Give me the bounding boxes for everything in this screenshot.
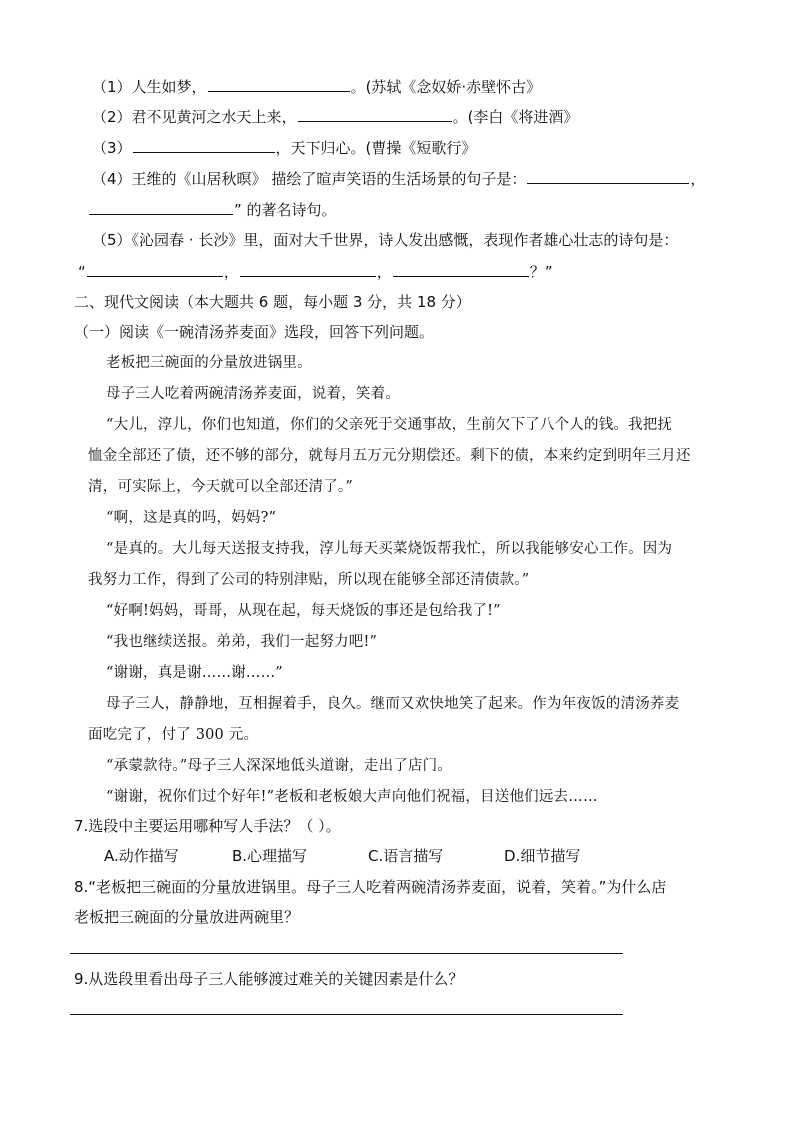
- question-1: [92, 76, 541, 97]
- section-2-heading: 二、现代文阅读（本大题共 6 题，每小题 3 分，共 18 分）: [74, 293, 471, 311]
- passage-paragraph: “谢谢，真是谢……谢……”: [106, 665, 283, 681]
- passage-paragraph: “谢谢，祝你们过个好年!”老板和老板娘大声向他们祝福，目送他们远去……: [106, 789, 598, 805]
- question-4-line1: [92, 168, 705, 189]
- q7-option-d[interactable]: D.细节描写: [504, 847, 581, 865]
- passage-paragraph: 母子三人，静静地，互相握着手，良久。继而又欢快地笑了起来。作为年夜饭的清汤荞麦: [106, 696, 680, 712]
- passage-paragraph: 面吃完了，付了 300 元。: [88, 727, 259, 743]
- q2-source: 。(李白《将进酒》: [452, 108, 579, 126]
- q5-comma-1: ，: [223, 263, 239, 281]
- q4-blank-2[interactable]: [89, 199, 233, 215]
- q7-option-c[interactable]: C.语言描写: [368, 847, 444, 865]
- q5-blank-1[interactable]: [87, 261, 223, 277]
- q3-number: （3）: [92, 139, 132, 157]
- q1-number: （1）: [92, 78, 132, 96]
- passage-paragraph: “我也继续送报。弟弟，我们一起努力吧!”: [106, 634, 378, 650]
- q2-prefix: 君不见黄河之水天上来，: [131, 108, 297, 126]
- q5-open-quote: “: [78, 263, 86, 281]
- passage-paragraph: “啊，这是真的吗，妈妈?”: [106, 510, 277, 526]
- q2-blank[interactable]: [298, 106, 452, 122]
- passage-paragraph: 我努力工作，得到了公司的特别津贴，所以现在能够全部还清债款。”: [88, 572, 530, 588]
- q7-option-b[interactable]: B.心理描写: [232, 847, 308, 865]
- q1-source: 。(苏轼《念奴娇·赤壁怀古》: [350, 78, 542, 96]
- question-3: [92, 137, 476, 158]
- question-7: 7.选段中主要运用哪种写人手法？（ ）。: [74, 817, 341, 835]
- passage-paragraph: “是真的。大儿每天送报支持我，淳儿每天买菜烧饭帮我忙，所以我能够安心工作。因为: [106, 541, 673, 557]
- q8-answer-line[interactable]: [70, 953, 623, 954]
- q3-blank[interactable]: [133, 137, 275, 153]
- q1-prefix: 人生如梦，: [131, 78, 207, 96]
- question-4-line2: [88, 199, 337, 220]
- q5-blank-3[interactable]: [393, 261, 529, 277]
- question-5-line2: [78, 261, 553, 282]
- q1-blank[interactable]: [208, 76, 350, 92]
- question-5-line1: [92, 230, 678, 250]
- passage-intro: （一）阅读《一碗清汤荞麦面》选段，回答下列问题。: [74, 323, 435, 341]
- q7-option-a[interactable]: A.动作描写: [104, 847, 179, 865]
- question-8-line1: 8.“老板把三碗面的分量放进锅里。母子三人吃着两碗清汤荞麦面，说着，笑着。”为什么店: [74, 878, 667, 896]
- q4-comma: ，: [690, 170, 706, 188]
- q4-blank-1[interactable]: [527, 168, 689, 184]
- q5-text: （5）《沁园春 · 长沙》里，面对大千世界，诗人发出感慨，表现作者雄心壮志的诗句是：: [92, 231, 679, 249]
- passage-paragraph: “大儿，淳儿，你们也知道，你们的父亲死于交通事故，生前欠下了八个人的钱。我把抚: [106, 417, 673, 433]
- question-2: [92, 106, 578, 127]
- q5-blank-2[interactable]: [240, 261, 376, 277]
- q5-comma-2: ，: [376, 263, 392, 281]
- question-8-line2: 老板把三碗面的分量放进两碗里？: [74, 908, 300, 926]
- q3-source: ，天下归心。(曹操《短歌行》: [275, 139, 477, 157]
- question-9: 9.从选段里看出母子三人能够渡过难关的关键因素是什么？: [74, 970, 464, 988]
- passage-paragraph: “承蒙款待。”母子三人深深地低头道谢，走出了店门。: [106, 758, 453, 774]
- q7-options: [104, 846, 580, 866]
- q2-number: （2）: [92, 108, 132, 126]
- q4-suffix: ” 的著名诗句。: [234, 201, 337, 219]
- q4-text: （4）王维的《山居秋暝》 描绘了暄声笑语的生活场景的句子是：: [92, 170, 527, 188]
- passage-paragraph: 老板把三碗面的分量放进锅里。: [106, 355, 312, 371]
- passage-paragraph: 清，可实际上，今天就可以全部还清了。”: [88, 479, 353, 495]
- passage-paragraph: “好啊!妈妈，哥哥，从现在起，每天烧饭的事还是包给我了!”: [106, 603, 501, 619]
- q5-close: ？”: [529, 263, 553, 281]
- passage-paragraph: 恤金全部还了债，还不够的部分，就每月五万元分期偿还。剩下的债，本来约定到明年三月还: [88, 448, 691, 464]
- passage-paragraph: 母子三人吃着两碗清汤荞麦面，说着，笑着。: [106, 386, 400, 402]
- q9-answer-line[interactable]: [70, 1014, 623, 1015]
